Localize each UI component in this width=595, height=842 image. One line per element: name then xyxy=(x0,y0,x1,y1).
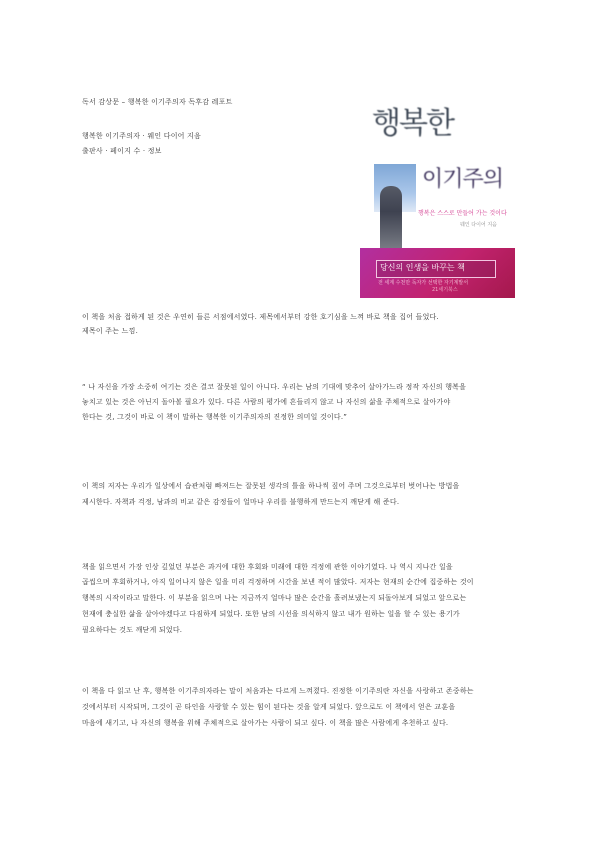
book-cover-image xyxy=(360,98,515,298)
paragraph-4-line-1: 책을 읽으면서 가장 인상 깊었던 부분은 과거에 대한 후회와 미래에 대한 걱정에 관한 이야기였다. 나 역시 지나간 일을 xyxy=(82,563,453,571)
paragraph-4-line-5: 필요하다는 것도 깨닫게 되었다. xyxy=(82,626,183,634)
cover-subtitle: 이기주의 xyxy=(422,167,504,192)
paragraph-4-line-4: 현재에 충실한 삶을 살아야겠다고 다짐하게 되었다. 또한 남의 시선을 의식하지 않고 내가 원하는 일을 할 수 있는 용기가 xyxy=(82,610,460,618)
paragraph-5-line-2: 것에서부터 시작되며, 그것이 곧 타인을 사랑할 수 있는 힘이 된다는 것을 알게 되었다. 앞으로도 이 책에서 얻은 교훈을 xyxy=(82,703,456,711)
cover-banner-caption: 전 세계 수천만 독자가 선택한 자기계발서 xyxy=(378,280,469,286)
paragraph-3-line-2: 제시한다. 자책과 걱정, 남과의 비교 같은 감정들이 얼마나 우리를 불행하게 만드는지 깨닫게 해 준다. xyxy=(82,498,400,506)
paragraph-2-line-2: 놓치고 있는 것은 아닌지 돌아볼 필요가 있다. 다른 사람의 평가에 흔들리지 않고 나 자신의 삶을 주체적으로 살아가야 xyxy=(82,398,451,406)
cover-tagline: 행복은 스스로 만들어 가는 것이다 xyxy=(418,210,507,217)
book-info-line: 행복한 이기주의자 · 웨인 다이어 지음 xyxy=(82,132,201,140)
paragraph-2-line-1: “ 나 자신을 가장 소중히 여기는 것은 결코 잘못된 일이 아니다. 우리는 남의 기대에 맞추어 살아가느라 정작 자신의 행복을 xyxy=(82,383,467,391)
cover-figure xyxy=(380,186,402,250)
cover-title: 행복한 xyxy=(372,106,453,141)
cover-author: 웨인 다이어 지음 xyxy=(460,222,497,228)
paragraph-3-line-1: 이 책의 저자는 우리가 일상에서 습관처럼 빠져드는 잘못된 생각의 틀을 하나씩 짚어 주며 그것으로부터 벗어나는 방법을 xyxy=(82,482,460,490)
paragraph-4-line-2: 곱씹으며 후회하거나, 아직 일어나지 않은 일을 미리 걱정하며 시간을 보낸 적이 많았다. 저자는 현재의 순간에 집중하는 것이 xyxy=(82,578,474,586)
paragraph-1-line-1: 이 책을 처음 접하게 된 것은 우연히 들른 서점에서였다. 제목에서부터 강한 호기심을 느껴 바로 책을 집어 들었다. xyxy=(82,313,439,321)
publisher-info-line: 출판사 · 페이지 수 · 정보 xyxy=(82,147,162,155)
report-title: 독서 감상문 – 행복한 이기주의자 독후감 레포트 xyxy=(82,98,233,106)
paragraph-4-line-3: 행복의 시작이라고 말한다. 이 부분을 읽으며 나는 지금까지 얼마나 많은 순간을 흘려보냈는지 되돌아보게 되었고 앞으로는 xyxy=(82,594,467,602)
paragraph-5-line-1: 이 책을 다 읽고 난 후, 행복한 이기주의자라는 말이 처음과는 다르게 느껴졌다. 진정한 이기주의란 자신을 사랑하고 존중하는 xyxy=(82,687,474,695)
cover-publisher: 21세기북스 xyxy=(432,287,458,293)
cover-banner-text: 당신의 인생을 바꾸는 책 xyxy=(380,263,465,272)
cover-banner xyxy=(360,248,515,298)
paragraph-1-line-2: 제목이 주는 느낌. xyxy=(82,327,139,335)
paragraph-2-line-3: 한다는 것, 그것이 바로 이 책이 말하는 행복한 이기주의자의 진정한 의미일 것이다.” xyxy=(82,413,348,421)
paragraph-5-line-3: 마음에 새기고, 나 자신의 행복을 위해 주체적으로 살아가는 사람이 되고 싶다. 이 책을 많은 사람에게 추천하고 싶다. xyxy=(82,719,449,727)
